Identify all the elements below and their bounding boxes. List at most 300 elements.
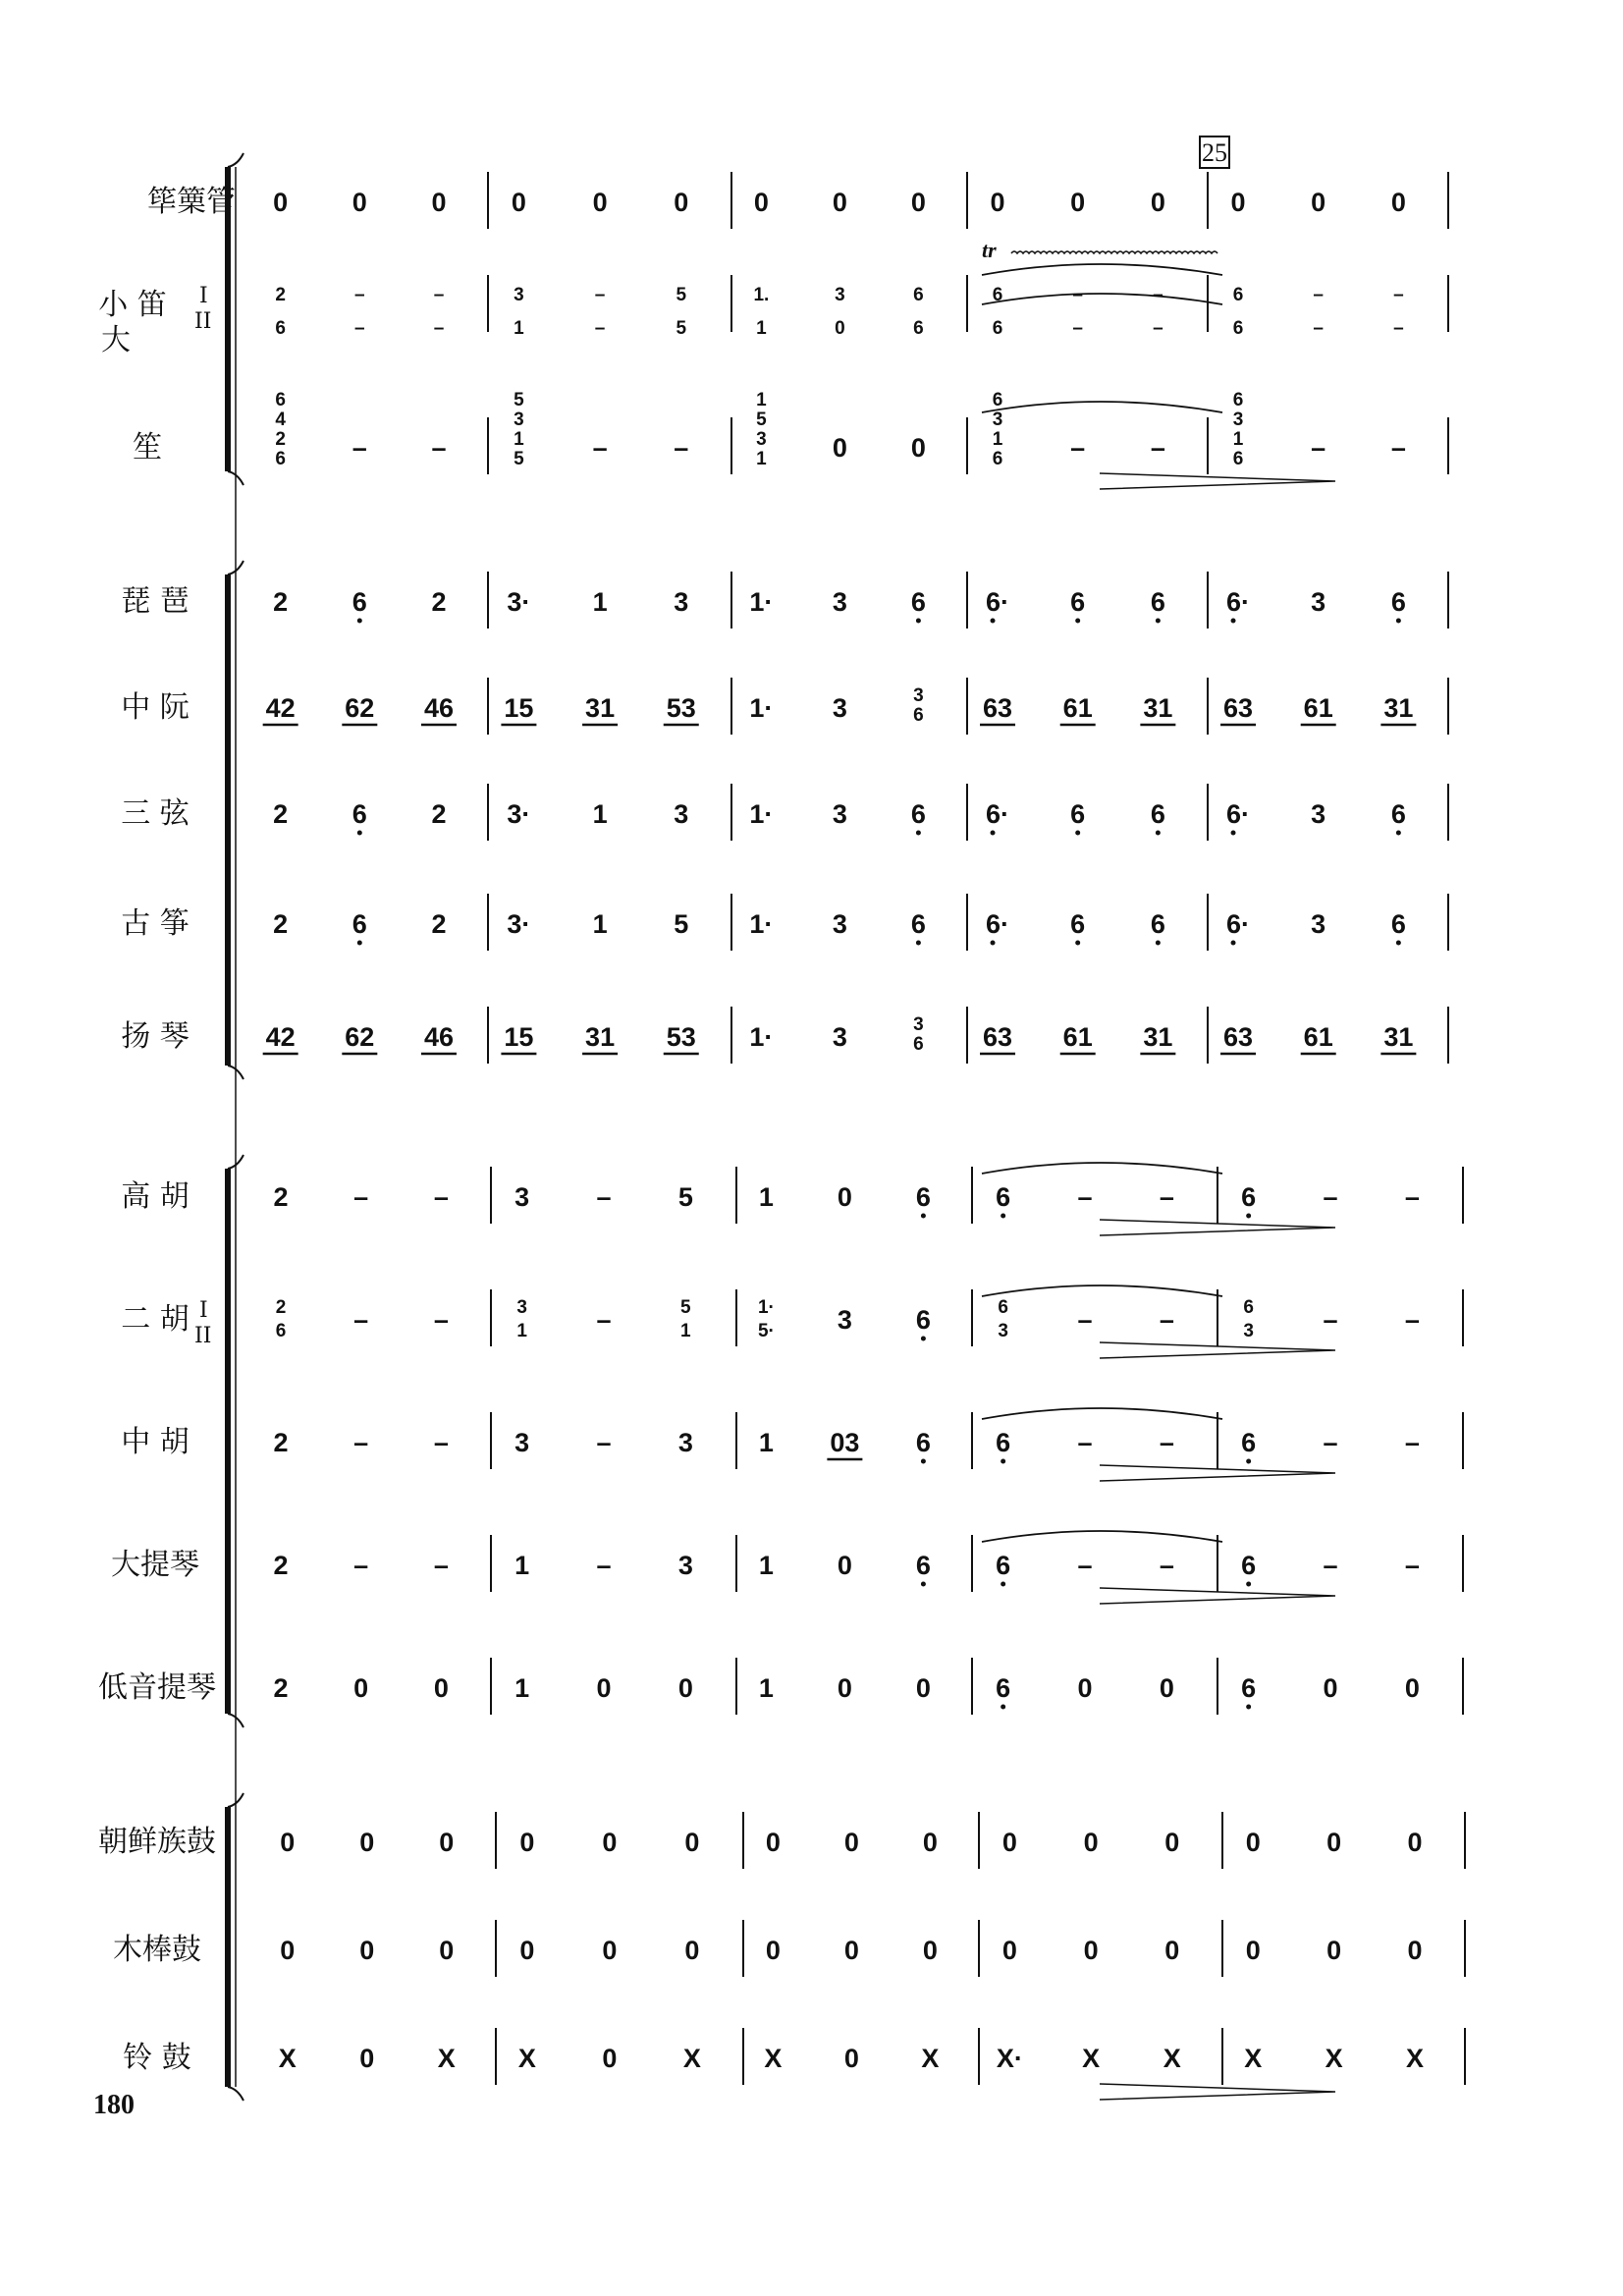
note: 0 <box>1001 1936 1017 1965</box>
note: 0 <box>910 188 926 217</box>
instrument-label: 三 弦 <box>121 796 189 831</box>
note: – <box>1323 1551 1338 1580</box>
chord-note: 1 <box>756 449 767 469</box>
note: – <box>353 1551 369 1580</box>
slur <box>982 1531 1222 1542</box>
note: X <box>682 2044 701 2073</box>
note-lower: 3 <box>1243 1321 1254 1341</box>
note-upper: – <box>594 285 606 305</box>
note: 1· <box>749 693 774 723</box>
note-lower: 6 <box>913 1034 924 1055</box>
note-lower: – <box>1072 318 1083 339</box>
note: 6 <box>1241 1428 1257 1457</box>
note: 6 <box>910 909 926 939</box>
slur <box>982 264 1222 275</box>
note: – <box>596 1182 612 1212</box>
note: 42 <box>265 1022 296 1052</box>
note: 3 <box>674 799 689 829</box>
instrument-label: 筚篥管 <box>147 185 236 219</box>
slur <box>982 294 1222 304</box>
notation-marks <box>263 238 1417 2100</box>
note: 0 <box>353 1673 369 1703</box>
note: – <box>1077 1305 1093 1335</box>
note: – <box>433 1305 449 1335</box>
bracket-hook <box>228 2087 243 2101</box>
octave-dot <box>1246 1459 1251 1464</box>
octave-dot <box>1001 1705 1005 1710</box>
note: 0 <box>1326 1828 1342 1857</box>
note-upper: 3 <box>913 1014 924 1035</box>
note: – <box>1077 1428 1093 1457</box>
octave-dot <box>1156 619 1161 624</box>
note: X <box>764 2044 783 2073</box>
octave-dot <box>1396 831 1401 836</box>
note: 3 <box>832 909 847 939</box>
note: 0 <box>1245 1828 1261 1857</box>
chord-note: 5 <box>514 449 524 469</box>
note: 46 <box>423 693 455 723</box>
note-lower: – <box>354 318 365 339</box>
note: 6 <box>910 799 926 829</box>
octave-dot <box>1156 941 1161 946</box>
instrument-label: 古 筝 <box>121 906 189 941</box>
note: – <box>1404 1551 1420 1580</box>
note: 6 <box>915 1305 931 1335</box>
note: 0 <box>837 1182 852 1212</box>
note: 1· <box>749 799 774 829</box>
instrument-label: 中 阮 <box>121 690 189 725</box>
instrument-label: 笙 <box>133 430 162 465</box>
note: – <box>1404 1182 1420 1212</box>
note-upper: 2 <box>275 285 286 305</box>
note: – <box>1323 1182 1338 1212</box>
note: 0 <box>915 1673 931 1703</box>
note: – <box>433 1182 449 1212</box>
note: 62 <box>345 693 375 723</box>
octave-dot <box>991 831 996 836</box>
note: X <box>278 2044 297 2073</box>
note: 1 <box>758 1673 774 1703</box>
note: 63 <box>983 693 1013 723</box>
note: 3 <box>1311 909 1326 939</box>
note: 6 <box>1390 587 1406 617</box>
note: 0 <box>1311 188 1326 217</box>
note-upper: 3 <box>913 685 924 706</box>
note: X· <box>996 2044 1023 2073</box>
note-upper: 3 <box>516 1297 527 1318</box>
note: 3 <box>1311 799 1326 829</box>
note-lower: – <box>1313 318 1324 339</box>
instrument-labels <box>98 185 236 2075</box>
notes-layer <box>266 172 1465 2085</box>
note: 0 <box>359 1936 375 1965</box>
note-lower: 1 <box>756 318 767 339</box>
note: 6 <box>1241 1551 1257 1580</box>
instrument-label: 铃 鼓 <box>123 2041 191 2075</box>
note: 2 <box>273 587 289 617</box>
note: 0 <box>837 1551 852 1580</box>
note: 0 <box>431 188 447 217</box>
note-upper: – <box>1153 285 1163 305</box>
note: – <box>1070 433 1086 463</box>
note: 0 <box>1323 1673 1338 1703</box>
note: 3 <box>832 799 847 829</box>
note-lower: 5 <box>676 318 687 339</box>
note-lower: – <box>1393 318 1404 339</box>
note: – <box>1159 1305 1174 1335</box>
note: – <box>352 433 367 463</box>
note: 0 <box>674 188 689 217</box>
note: 6 <box>1241 1673 1257 1703</box>
note: 0 <box>359 1828 375 1857</box>
note: 3 <box>514 1428 530 1457</box>
note-upper: 5 <box>680 1297 691 1318</box>
note: 0 <box>1164 1828 1180 1857</box>
score-brackets <box>228 153 243 2101</box>
note: 0 <box>843 1828 859 1857</box>
instrument-label: 二 胡 <box>121 1302 189 1337</box>
note: 2 <box>273 1551 289 1580</box>
instrument-label: 高 胡 <box>121 1179 189 1214</box>
chord-note: 3 <box>992 410 1003 430</box>
octave-dot <box>357 831 362 836</box>
page-number: 180 <box>93 2090 135 2120</box>
note: – <box>674 433 689 463</box>
octave-dot <box>916 831 921 836</box>
part-roman-2: II <box>194 1324 212 1348</box>
note: – <box>433 1428 449 1457</box>
octave-dot <box>921 1459 926 1464</box>
octave-dot <box>1001 1459 1005 1464</box>
note: 6 <box>915 1428 931 1457</box>
note: X <box>517 2044 536 2073</box>
octave-dot <box>916 941 921 946</box>
note: 15 <box>504 693 534 723</box>
note: 6 <box>915 1182 931 1212</box>
note: X <box>1163 2044 1181 2073</box>
note: 6· <box>1226 587 1251 617</box>
octave-dot <box>1396 941 1401 946</box>
note: 0 <box>910 433 926 463</box>
note: – <box>353 1305 369 1335</box>
instrument-label: 朝鲜族鼓 <box>98 1825 216 1859</box>
note: 62 <box>345 1022 375 1052</box>
note: 5 <box>677 1182 693 1212</box>
octave-dot <box>1001 1214 1005 1219</box>
note: 2 <box>273 1673 289 1703</box>
note: – <box>433 1551 449 1580</box>
note: 61 <box>1303 693 1333 723</box>
note: X <box>437 2044 456 2073</box>
note: 0 <box>922 1828 938 1857</box>
octave-dot <box>357 941 362 946</box>
note: – <box>353 1182 369 1212</box>
note: 2 <box>431 587 447 617</box>
note: 6 <box>1070 587 1086 617</box>
note: 6 <box>352 587 367 617</box>
note: 03 <box>830 1428 860 1457</box>
note: 0 <box>439 1936 455 1965</box>
note: 6 <box>1390 799 1406 829</box>
note: 6 <box>1070 799 1086 829</box>
note-lower: 1 <box>514 318 524 339</box>
note: 2 <box>273 799 289 829</box>
note-upper: – <box>433 285 445 305</box>
octave-dot <box>916 619 921 624</box>
note: 6 <box>1390 909 1406 939</box>
note: 1 <box>592 909 608 939</box>
note: 63 <box>1223 1022 1254 1052</box>
note: 6· <box>986 909 1010 939</box>
note: 31 <box>1143 693 1173 723</box>
note-upper: 1. <box>753 285 770 305</box>
note: 53 <box>666 693 696 723</box>
note: 0 <box>753 188 769 217</box>
note: X <box>921 2044 940 2073</box>
note: 1· <box>749 1022 774 1052</box>
slur <box>982 402 1222 412</box>
note: 6 <box>996 1551 1011 1580</box>
note: 0 <box>1407 1936 1423 1965</box>
octave-dot <box>991 619 996 624</box>
note: 0 <box>280 1936 296 1965</box>
note: 0 <box>1390 188 1406 217</box>
note: 3 <box>832 587 847 617</box>
slur <box>982 1408 1222 1419</box>
note: 31 <box>1143 1022 1173 1052</box>
chord-note: 3 <box>1232 410 1244 430</box>
instrument-label: 小 笛 <box>98 288 167 322</box>
note-lower: 6 <box>992 318 1003 339</box>
note: 0 <box>1230 188 1246 217</box>
note-lower: 1 <box>516 1321 527 1341</box>
instrument-label: 大提琴 <box>111 1548 199 1582</box>
note: 0 <box>1083 1936 1099 1965</box>
note: 61 <box>1062 693 1093 723</box>
note: 0 <box>765 1936 781 1965</box>
note-lower: 6 <box>913 705 924 726</box>
note: 2 <box>273 909 289 939</box>
chord-note: 1 <box>992 429 1003 450</box>
note-upper: 6 <box>992 285 1003 305</box>
note: 63 <box>983 1022 1013 1052</box>
chord-note: 6 <box>1232 449 1244 469</box>
note: 31 <box>1383 693 1414 723</box>
chord-note: 6 <box>992 449 1003 469</box>
note: 0 <box>1404 1673 1420 1703</box>
note: – <box>1150 433 1165 463</box>
octave-dot <box>1396 619 1401 624</box>
note-upper: 6 <box>998 1297 1008 1318</box>
note: – <box>1404 1305 1420 1335</box>
note: 0 <box>519 1936 535 1965</box>
octave-dot <box>921 1214 926 1219</box>
note: 0 <box>843 2044 859 2073</box>
note: 6· <box>1226 799 1251 829</box>
note: 3 <box>514 1182 530 1212</box>
note: 0 <box>1164 1936 1180 1965</box>
note-lower: 3 <box>998 1321 1008 1341</box>
note: 0 <box>990 188 1005 217</box>
rehearsal-mark: 25 <box>1202 138 1227 167</box>
note: – <box>1159 1428 1174 1457</box>
note: 0 <box>922 1936 938 1965</box>
note: 1 <box>514 1551 530 1580</box>
note: 6· <box>986 587 1010 617</box>
note: 6 <box>915 1551 931 1580</box>
note-upper: 6 <box>1232 285 1244 305</box>
note: 2 <box>431 799 447 829</box>
chord-note: 6 <box>992 390 1003 410</box>
bracket-hook <box>228 153 243 167</box>
note: 0 <box>837 1673 852 1703</box>
note: 3· <box>507 909 531 939</box>
note: – <box>1404 1428 1420 1457</box>
note: 0 <box>684 1828 700 1857</box>
note: 31 <box>1383 1022 1414 1052</box>
part-roman-2: II <box>194 309 212 334</box>
note: 3 <box>837 1305 852 1335</box>
note: 0 <box>1245 1936 1261 1965</box>
note: – <box>596 1551 612 1580</box>
note: 2 <box>431 909 447 939</box>
note: 0 <box>273 188 289 217</box>
note: – <box>1077 1182 1093 1212</box>
note: 0 <box>596 1673 612 1703</box>
octave-dot <box>1001 1582 1005 1587</box>
note: 1 <box>592 799 608 829</box>
note: 0 <box>1077 1673 1093 1703</box>
note: 0 <box>677 1673 693 1703</box>
note: 0 <box>592 188 608 217</box>
note: 1· <box>749 587 774 617</box>
note: X <box>1405 2044 1424 2073</box>
note: 53 <box>666 1022 696 1052</box>
note: – <box>592 433 608 463</box>
note: 6· <box>986 799 1010 829</box>
note: X <box>1325 2044 1343 2073</box>
note: 1 <box>758 1182 774 1212</box>
note-lower: 6 <box>275 1321 287 1341</box>
note: 0 <box>1001 1828 1017 1857</box>
note-upper: – <box>1393 285 1404 305</box>
note-lower: 6 <box>275 318 286 339</box>
note-lower: – <box>433 318 445 339</box>
note: 0 <box>511 188 526 217</box>
note: 15 <box>504 1022 534 1052</box>
slur <box>982 1163 1222 1174</box>
chord-note: 1 <box>1232 429 1244 450</box>
note: – <box>353 1428 369 1457</box>
note: 6 <box>910 587 926 617</box>
note-upper: 5 <box>676 285 687 305</box>
note: X <box>1082 2044 1101 2073</box>
octave-dot <box>1246 1214 1251 1219</box>
note: – <box>1323 1428 1338 1457</box>
note: 6 <box>352 799 367 829</box>
note: 3· <box>507 587 531 617</box>
note: 0 <box>1150 188 1165 217</box>
octave-dot <box>991 941 996 946</box>
chord-note: 3 <box>756 429 767 450</box>
note: 6 <box>996 1182 1011 1212</box>
note: 0 <box>439 1828 455 1857</box>
note: – <box>431 433 447 463</box>
note-upper: – <box>354 285 365 305</box>
note: – <box>596 1305 612 1335</box>
note: – <box>1323 1305 1338 1335</box>
note: 6 <box>1241 1182 1257 1212</box>
part-roman: I <box>199 1298 208 1323</box>
note: 1 <box>514 1673 530 1703</box>
note: 1· <box>749 909 774 939</box>
octave-dot <box>921 1582 926 1587</box>
note: 0 <box>765 1828 781 1857</box>
note: 2 <box>273 1182 289 1212</box>
chord-note: 6 <box>275 390 286 410</box>
note: 3 <box>674 587 689 617</box>
decrescendo-hairpin <box>1100 2084 1335 2100</box>
note: 0 <box>684 1936 700 1965</box>
note: X <box>1244 2044 1263 2073</box>
note-upper: 3 <box>514 285 524 305</box>
note: 31 <box>585 693 616 723</box>
note: 61 <box>1303 1022 1333 1052</box>
octave-dot <box>357 619 362 624</box>
note: 6 <box>1150 587 1165 617</box>
note: 3 <box>832 693 847 723</box>
note: 0 <box>352 188 367 217</box>
note: 0 <box>433 1673 449 1703</box>
instrument-label: 中 胡 <box>121 1425 189 1459</box>
chord-note: 2 <box>275 429 286 450</box>
octave-dot <box>1075 831 1080 836</box>
octave-dot <box>921 1337 926 1341</box>
chord-note: 4 <box>275 410 286 430</box>
slur <box>982 1285 1222 1296</box>
note: 0 <box>1083 1828 1099 1857</box>
note-upper: – <box>1313 285 1324 305</box>
note-lower: – <box>594 318 606 339</box>
note: 6 <box>1150 799 1165 829</box>
chord-note: 6 <box>1232 390 1244 410</box>
instrument-label-2: 大 <box>101 323 131 357</box>
octave-dot <box>1075 941 1080 946</box>
note-lower: 6 <box>1232 318 1244 339</box>
note: 1 <box>758 1551 774 1580</box>
decrescendo-hairpin <box>1100 473 1335 489</box>
chord-note: 5 <box>514 390 524 410</box>
note-lower: 6 <box>913 318 924 339</box>
note: 0 <box>1407 1828 1423 1857</box>
note: 6· <box>1226 909 1251 939</box>
note: 61 <box>1062 1022 1093 1052</box>
note: 6 <box>996 1428 1011 1457</box>
note: – <box>1311 433 1326 463</box>
note: 0 <box>1070 188 1086 217</box>
note: 0 <box>1159 1673 1174 1703</box>
note: 6 <box>352 909 367 939</box>
octave-dot <box>1156 831 1161 836</box>
note: 0 <box>832 188 847 217</box>
part-roman: I <box>199 284 208 308</box>
note: 6 <box>1070 909 1086 939</box>
note: 3 <box>677 1428 693 1457</box>
note: 42 <box>265 693 296 723</box>
instrument-label: 琵 琶 <box>121 584 189 619</box>
note-lower: 5· <box>757 1321 775 1341</box>
octave-dot <box>1246 1705 1251 1710</box>
